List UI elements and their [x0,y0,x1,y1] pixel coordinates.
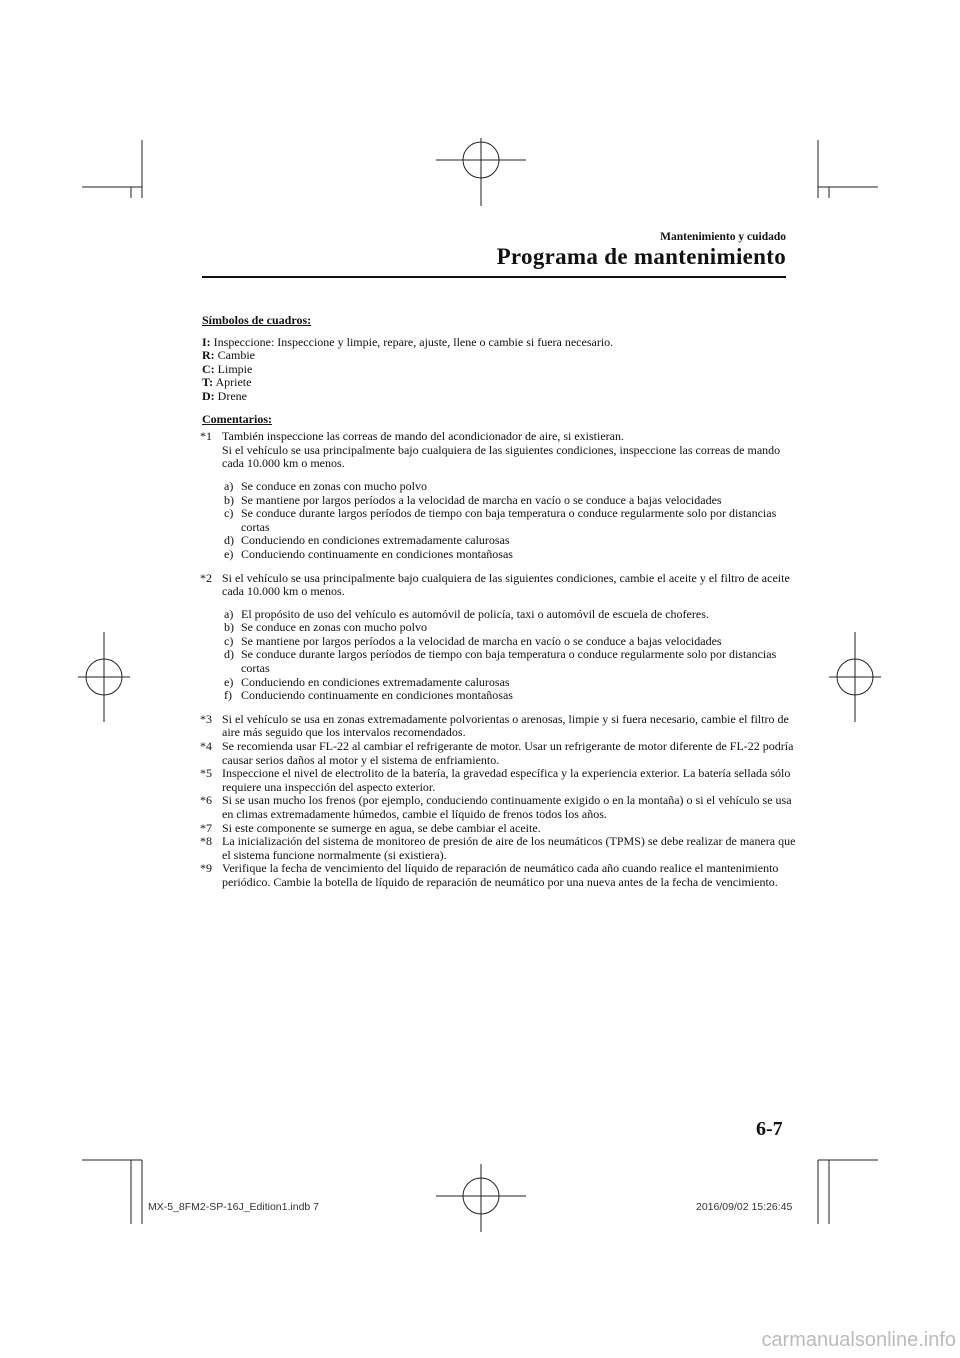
note-number: *7 [200,820,212,835]
condition-item [202,548,802,562]
condition-item [202,648,802,675]
page-content [202,314,802,890]
condition-letter: a) [224,606,234,621]
condition-text: Se mantiene por largos períodos a la velocidad de marcha en vacío o se conduce a bajas velocidades [241,633,722,648]
note-number: *3 [200,711,212,726]
note-number: *5 [200,766,212,781]
condition-text: Se conduce en zonas con mucho polvo [241,620,427,635]
note-text: Inspeccione el nivel de electrolito de la batería, la gravedad específica y la experiencia exterior. La batería sellada sólo requiere una inspección del aspecto exterior. [222,766,791,794]
note-number: *2 [200,570,212,585]
section-label: Mantenimiento y cuidado [660,231,786,243]
note-text: Se recomienda usar FL-22 al cambiar el refrigerante de motor. Usar un refrigerante de motor diferente de FL-22 podría causar serios daños al motor y el sistema de enfriamiento. [222,739,794,767]
symbol-item [202,390,802,404]
comment-note-3 [202,713,802,740]
condition-text: Se conduce durante largos períodos de tiempo con baja temperatura o conduce regularmente solo por distancias cortas [241,647,777,676]
condition-item [202,621,802,635]
note-text: La inicialización del sistema de monitoreo de presión de aire de los neumáticos (TPMS) se debe realizar de manera que el sistema funcione normalmente (si existiera). [222,834,796,862]
condition-item [202,494,802,508]
symbol-code: I: [202,334,211,349]
note-text: También inspeccione las correas de mando del acondicionador de aire, si existieran. [222,429,624,444]
symbol-text: Cambie [217,348,255,363]
condition-letter: c) [224,633,234,648]
comment-note-5 [202,767,802,794]
condition-item [202,507,802,534]
symbol-code: D: [202,388,215,403]
condition-letter: d) [224,647,234,662]
note-1-conditions [202,480,802,562]
comment-note-1 [202,430,802,471]
note-text: Verifique la fecha de vencimiento del líquido de reparación de neumático cada año cuando realice el mantenimiento periódico. Cambie la botella de líquido de reparación de neumático por una nueva antes de la fecha de vencimiento. [222,861,779,889]
symbol-item [202,376,802,390]
symbol-item [202,336,802,350]
condition-item [202,608,802,622]
comment-note-6 [202,794,802,821]
comment-note-9 [202,862,802,889]
footer-filename: MX-5_8FM2-SP-16J_Edition1.indb 7 [148,1201,320,1213]
page-title: Programa de mantenimiento [496,244,786,269]
condition-letter: e) [224,674,234,689]
symbol-text: Apriete [215,375,252,390]
condition-item [202,534,802,548]
comment-note-4 [202,740,802,767]
symbol-text: Limpie [217,361,253,376]
condition-letter: e) [224,546,234,561]
note-text: Si el vehículo se usa en zonas extremadamente polvorientas o arenosas, limpie y si fuera necesario, cambie el filtro de aire más seguido que los intervalos recomendados. [222,711,789,740]
condition-text: Conduciendo continuamente en condiciones montañosas [241,546,513,561]
symbol-code: R: [202,348,215,363]
condition-letter: b) [224,620,234,635]
condition-item [202,689,802,703]
symbol-text: Drene [217,388,247,403]
symbol-code: C: [202,361,215,376]
page-number: 6-7 [756,1118,783,1140]
condition-letter: c) [224,506,234,521]
note-text: Si se usan mucho los frenos (por ejemplo, conduciendo continuamente exigido o en la montaña) o si el vehículo se usa en climas extremadamente húmedos, cambie el líquido de frenos todos los años. [222,793,792,821]
condition-letter: b) [224,492,234,507]
condition-text: Se conduce en zonas con mucho polvo [241,478,427,493]
note-number: *9 [200,861,212,876]
condition-text: Se conduce durante largos períodos de tiempo con baja temperatura o conduce regularmente solo por distancias cortas [241,506,777,534]
symbol-item [202,363,802,377]
symbols-heading: Símbolos de cuadros: [202,313,312,327]
footer-timestamp: 2016/09/02 15:26:45 [696,1201,793,1213]
symbol-item [202,349,802,363]
header-rule [202,276,786,278]
note-number: *1 [200,429,212,444]
condition-text: Conduciendo continuamente en condiciones montañosas [241,688,513,703]
condition-letter: f) [224,688,232,703]
condition-text: El propósito de uso del vehículo es automóvil de policía, taxi o automóvil de escuela de choferes. [241,606,709,621]
watermark-text: carmanualsonline.info [761,1329,956,1351]
note-text: Si este componente se sumerge en agua, se debe cambiar el aceite. [222,820,541,835]
note-number: *4 [200,739,212,754]
condition-text: Se mantiene por largos períodos a la velocidad de marcha en vacío o se conduce a bajas velocidades [241,492,722,507]
comment-note-2 [202,572,802,599]
symbols-list [202,336,802,404]
condition-item [202,676,802,690]
condition-item [202,480,802,494]
condition-letter: a) [224,478,234,493]
condition-item [202,635,802,649]
comment-note-8 [202,835,802,862]
note-number: *6 [200,793,212,808]
symbol-text: Inspeccione: Inspeccione y limpie, repare, ajuste, llene o cambie si fuera necesario. [213,334,614,349]
condition-text: Conduciendo en condiciones extremadamente calurosas [241,533,510,548]
condition-text: Conduciendo en condiciones extremadamente calurosas [241,674,510,689]
note-number: *8 [200,834,212,849]
comment-note-7 [202,822,802,836]
note-text: Si el vehículo se usa principalmente bajo cualquiera de las siguientes condiciones, cambie el aceite y el filtro de aceite cada 10.000 km o menos. [222,570,790,599]
note-text: Si el vehículo se usa principalmente bajo cualquiera de las siguientes condiciones, inspeccione las correas de mando cada 10.000 km o menos. [222,442,781,471]
note-2-conditions [202,608,802,703]
condition-letter: d) [224,533,234,548]
symbol-code: T: [202,375,214,390]
comments-heading: Comentarios: [202,411,272,426]
